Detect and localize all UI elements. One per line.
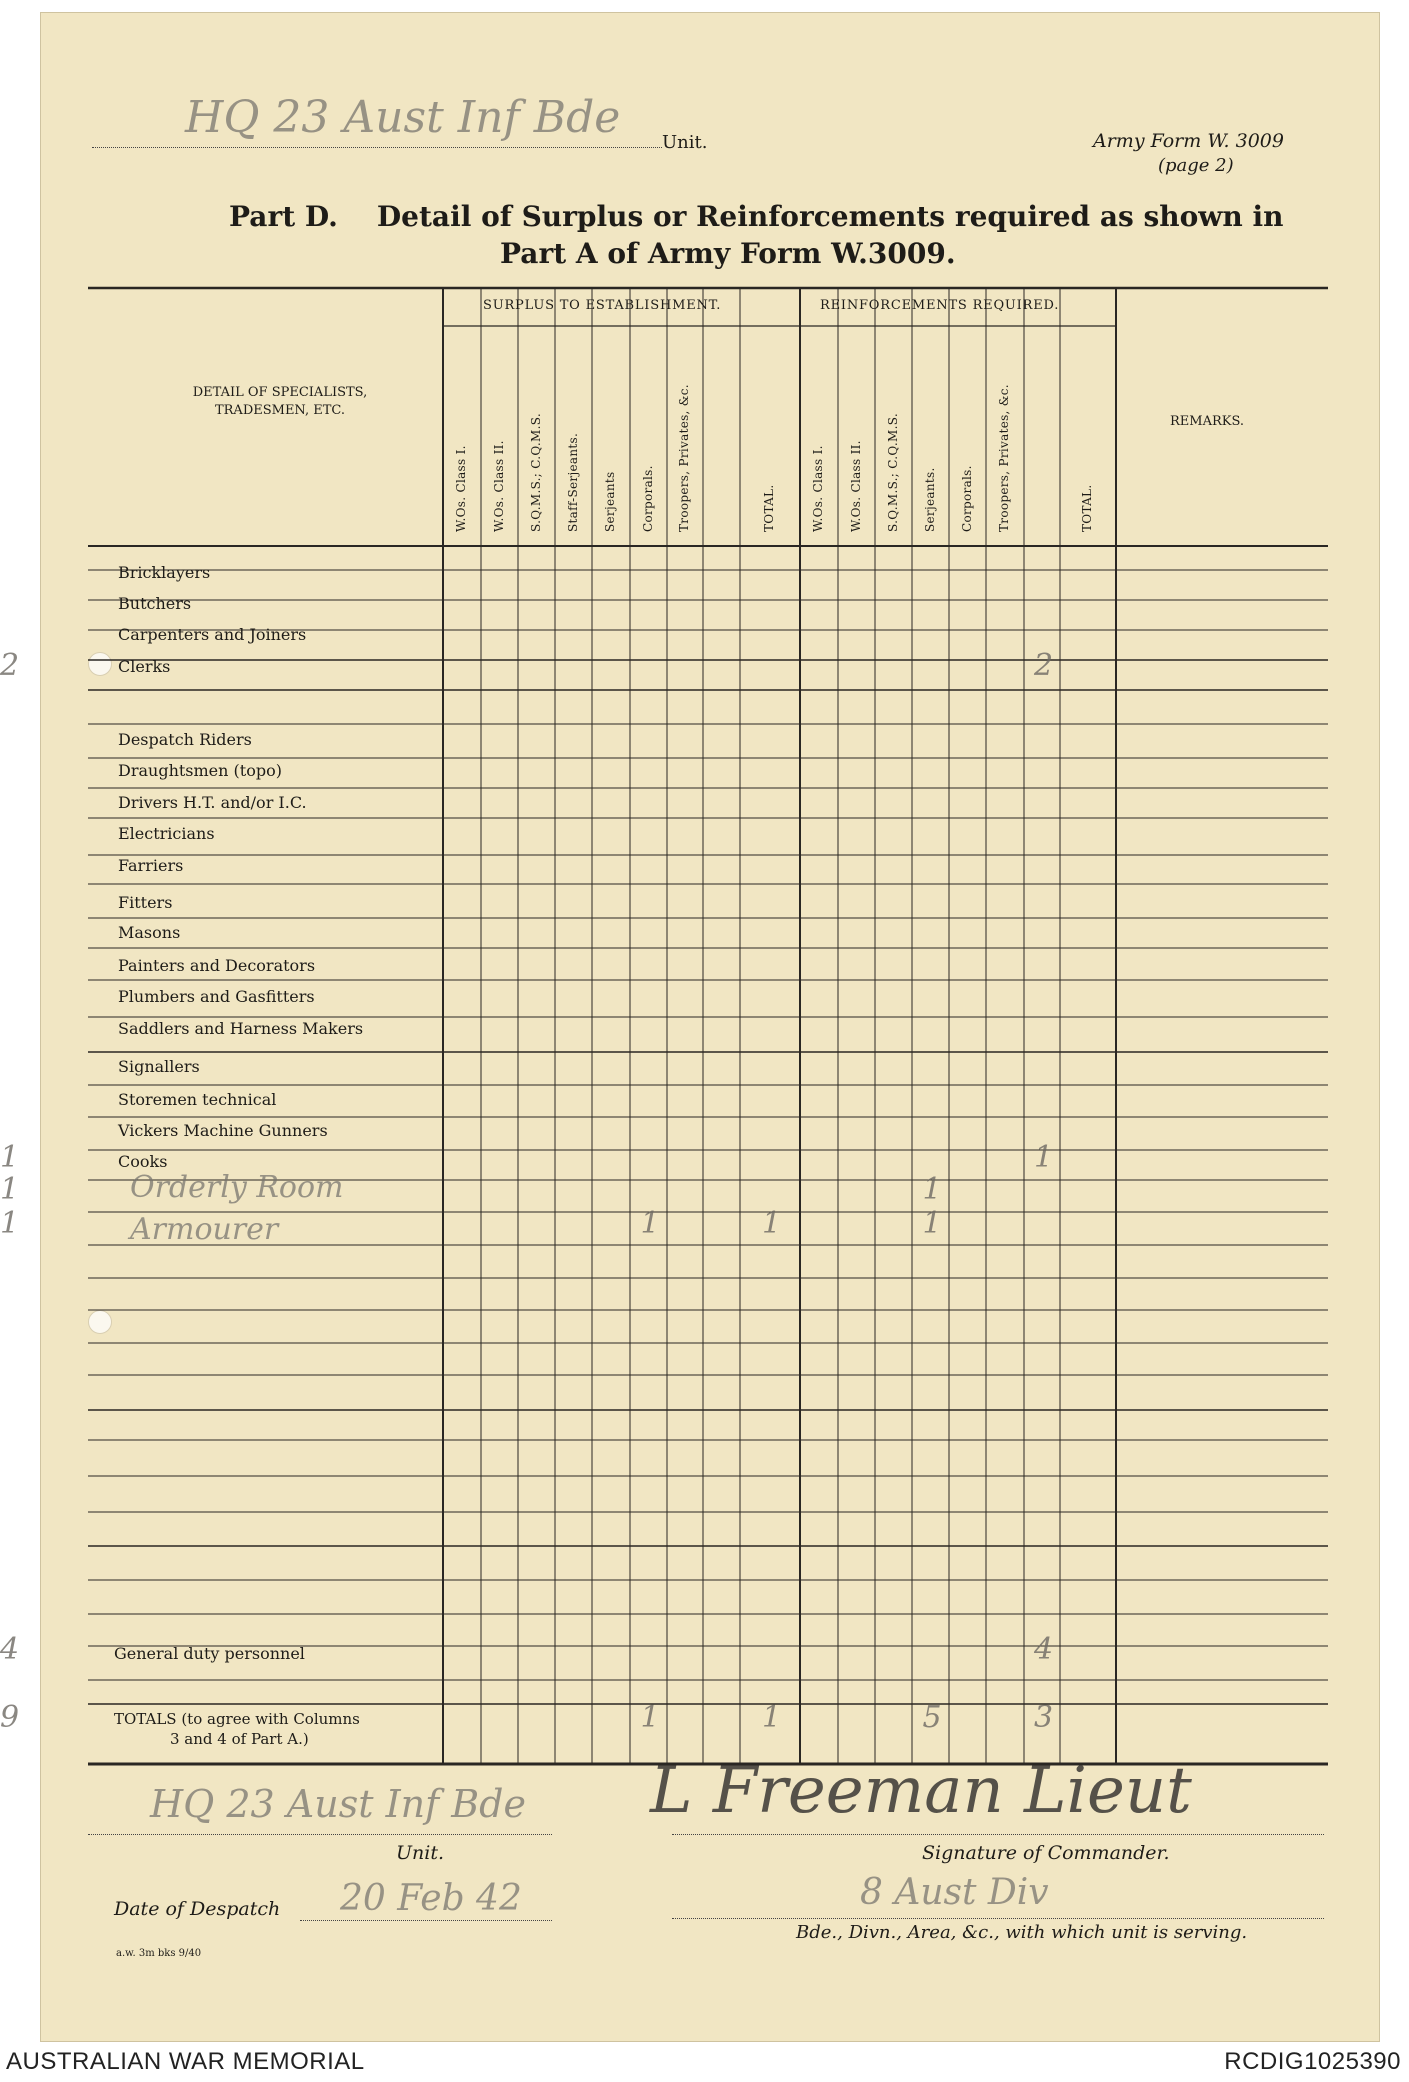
form-title-line2: Part A of Army Form W.3009. [500,237,956,270]
form-number: Army Form W. 3009 [1093,130,1284,152]
row-label: Cooks [118,1152,168,1171]
reinforcement-col-header: Troopers, Privates, &c. [997,384,1011,532]
archive-id: RCDIG1025390 [1224,2048,1401,2075]
row-label: Drivers H.T. and/or I.C. [118,793,307,812]
row-label: Butchers [118,594,192,613]
form-page: (page 2) [1158,155,1234,176]
entry-general-total: 4 [0,1632,20,1667]
handwritten-unit-top: HQ 23 Aust Inf Bde [185,92,621,143]
handwritten-date: 20 Feb 42 [340,1878,522,1919]
row-label: Farriers [118,856,184,875]
surplus-col-header: W.Os. Class I. [454,445,468,532]
totals-label-1: TOTALS (to agree with Columns [114,1710,360,1728]
handwritten-division: 8 Aust Div [860,1872,1049,1913]
form-title-line1: Part D. Detail of Surplus or Reinforcements required as shown in [229,200,1284,233]
row-label: Vickers Machine Gunners [118,1121,328,1140]
entry-general-troopers: 4 [1034,1632,1054,1667]
entry-armourer-surplus-corporals: 1 [640,1206,660,1241]
surplus-col-header: Corporals. [640,465,655,532]
reinforcements-header: REINFORCEMENTS REQUIRED. [820,298,1060,313]
handwritten-unit-bottom: HQ 23 Aust Inf Bde [150,1782,526,1826]
handwritten-row-orderly-room: Orderly Room [130,1170,344,1205]
commander-signature-line [672,1834,1324,1835]
entry-orderly-corporals: 1 [922,1172,942,1207]
row-label: Signallers [118,1057,200,1076]
detail-header: DETAIL OF SPECIALISTS, TRADESMEN, ETC. [192,385,368,418]
reinforcement-col-header: S.Q.M.S.; C.Q.M.S. [885,413,900,532]
surplus-col-header: TOTAL. [762,484,776,532]
reinforcement-col-header: Serjeants. [922,467,937,532]
entry-armourer-total: 1 [0,1206,20,1241]
unit-label: Unit. [662,132,708,153]
surplus-header: SURPLUS TO ESTABLISHMENT. [483,298,722,313]
unit-footer-label: Unit. [396,1842,445,1864]
date-of-despatch-label: Date of Despatch [114,1898,281,1920]
date-line [300,1920,552,1921]
print-code: a.w. 3m bks 9/40 [116,1948,202,1959]
archive-footer [0,2044,1409,2082]
entry-totals-surplus-corporals: 1 [640,1700,660,1735]
row-label: Draughtsmen (topo) [118,761,282,780]
reinforcement-col-header: W.Os. Class I. [811,445,825,532]
reinforcement-col-header: W.Os. Class II. [848,440,863,532]
row-label: Fitters [118,893,173,912]
row-label: Bricklayers [118,563,211,582]
row-label: Carpenters and Joiners [118,625,307,644]
entry-totals-surplus-total: 1 [762,1700,782,1735]
entry-totals-total: 9 [0,1700,20,1735]
surplus-col-header: Troopers, Privates, &c. [677,384,691,532]
remarks-header: REMARKS. [1170,414,1245,429]
reinforcement-col-header: TOTAL. [1080,484,1094,532]
row-label: Plumbers and Gasfitters [118,987,315,1006]
bde-label: Bde., Divn., Area, &c., with which unit is serving. [796,1922,1248,1943]
entry-armourer-surplus-total: 1 [762,1206,782,1241]
unit-signature-line [88,1834,552,1835]
entry-armourer-corporals: 1 [922,1206,942,1241]
entry-cooks-troopers: 1 [1034,1140,1054,1175]
entry-totals-troopers: 3 [1034,1700,1054,1735]
entry-totals-corporals: 5 [922,1700,942,1735]
totals-label-2: 3 and 4 of Part A.) [170,1730,309,1748]
entry-orderly-total: 1 [0,1172,20,1207]
bde-line [672,1918,1324,1919]
entry-cooks-total: 1 [0,1140,20,1175]
general-duty-label: General duty personnel [114,1644,305,1663]
row-label: Storemen technical [118,1090,277,1109]
row-label: Electricians [118,824,215,843]
surplus-col-header: Serjeants [603,471,617,532]
row-label: Saddlers and Harness Makers [118,1019,364,1038]
row-label: Masons [118,923,181,942]
handwritten-row-armourer: Armourer [130,1212,279,1247]
commander-signature: L Freeman Lieut [650,1754,1192,1828]
entry-clerks-total: 2 [0,648,20,683]
reinforcement-col-header: Corporals. [959,465,974,532]
row-label: Despatch Riders [118,730,252,749]
surplus-col-header: W.Os. Class II. [491,440,506,532]
signature-label: Signature of Commander. [922,1842,1170,1864]
surplus-col-header: Staff-Serjeants. [565,432,580,532]
row-label: Clerks [118,657,171,676]
archive-name: AUSTRALIAN WAR MEMORIAL [6,2048,365,2075]
entry-clerks-troopers: 2 [1034,648,1054,683]
surplus-col-header: S.Q.M.S.; C.Q.M.S. [528,413,543,532]
row-label: Painters and Decorators [118,956,316,975]
